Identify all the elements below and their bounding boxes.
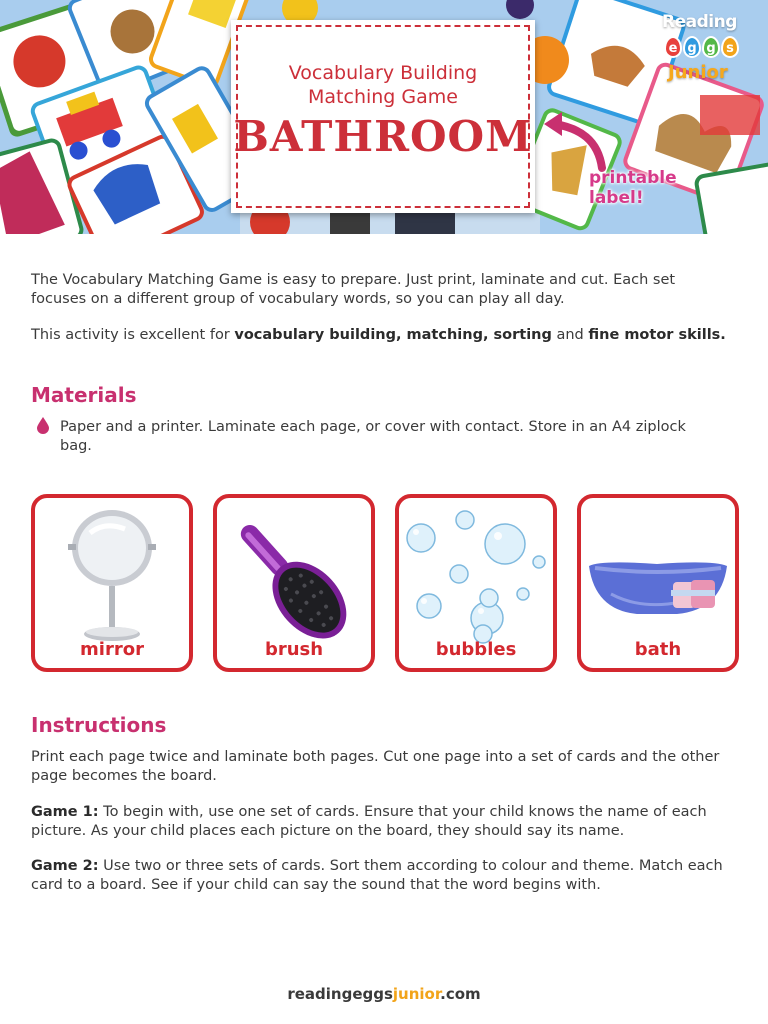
card-label-bubbles: bubbles <box>435 639 517 660</box>
instructions-heading: Instructions <box>31 713 167 737</box>
brand-logo <box>652 12 752 92</box>
card-label-bath: bath <box>634 639 682 660</box>
game-1-paragraph <box>31 803 731 841</box>
egg-g1: g <box>683 36 701 58</box>
callout-line-2: label! <box>589 188 644 208</box>
printable-label-callout <box>589 168 677 208</box>
curved-arrow-icon <box>540 104 620 174</box>
footer-part-3: .com <box>440 985 481 1003</box>
egg-e: e <box>664 36 682 58</box>
materials-item: Paper and a printer. Laminate each page, or cover with contact. Store in an A4 ziplock bag. <box>60 419 686 454</box>
brand-eggs <box>664 36 740 58</box>
intro-skills-bold-1: vocabulary building, matching, sorting <box>234 327 552 343</box>
intro-skills-bold-2: fine motor skills. <box>588 327 726 343</box>
game-2-label: Game 2: <box>31 858 99 874</box>
intro-skills-prefix: This activity is excellent for <box>31 327 235 343</box>
materials-heading: Materials <box>31 383 137 407</box>
egg-g2: g <box>702 36 720 58</box>
title-line-2: Matching Game <box>308 86 458 108</box>
header-banner <box>0 0 768 234</box>
card-label-brush: brush <box>264 639 324 660</box>
game-2-text: Use two or three sets of cards. Sort them according to colour and theme. Match each card to a board. See if your child can say the sound that the word begins with. <box>31 858 723 893</box>
card-mirror <box>31 494 193 672</box>
game-1-text: To begin with, use one set of cards. Ensure that your child knows the name of each picture. As your child places each picture on the board, they should say its name. <box>31 804 707 839</box>
footer-part-2: junior <box>392 985 441 1003</box>
page-title: BATHROOM <box>233 112 533 161</box>
footer-website <box>0 985 768 1003</box>
egg-s: s <box>721 36 739 58</box>
brand-reading-text: Reading <box>662 12 737 32</box>
callout-line-1: printable <box>589 168 677 188</box>
bullet-drop-icon <box>36 416 50 434</box>
game-2-paragraph <box>31 857 731 895</box>
card-label-mirror: mirror <box>80 639 144 660</box>
footer-part-1: readingeggs <box>287 985 393 1003</box>
intro-paragraph: The Vocabulary Matching Game is easy to prepare. Just print, laminate and cut. Each set focuses on a different group of vocabulary words, so you can play all day. <box>31 272 676 307</box>
intro-skills-middle: and <box>551 327 589 343</box>
instructions-paragraph: Print each page twice and laminate both pages. Cut one page into a set of cards and the other page becomes the board. <box>31 749 720 784</box>
card-bath <box>577 494 739 672</box>
intro-skills-paragraph <box>31 326 731 345</box>
title-label-card <box>231 20 535 213</box>
brand-junior-text: Junior <box>668 62 728 83</box>
game-1-label: Game 1: <box>31 804 99 820</box>
card-brush <box>213 494 375 672</box>
card-bubbles <box>395 494 557 672</box>
title-line-1: Vocabulary Building <box>288 62 478 84</box>
